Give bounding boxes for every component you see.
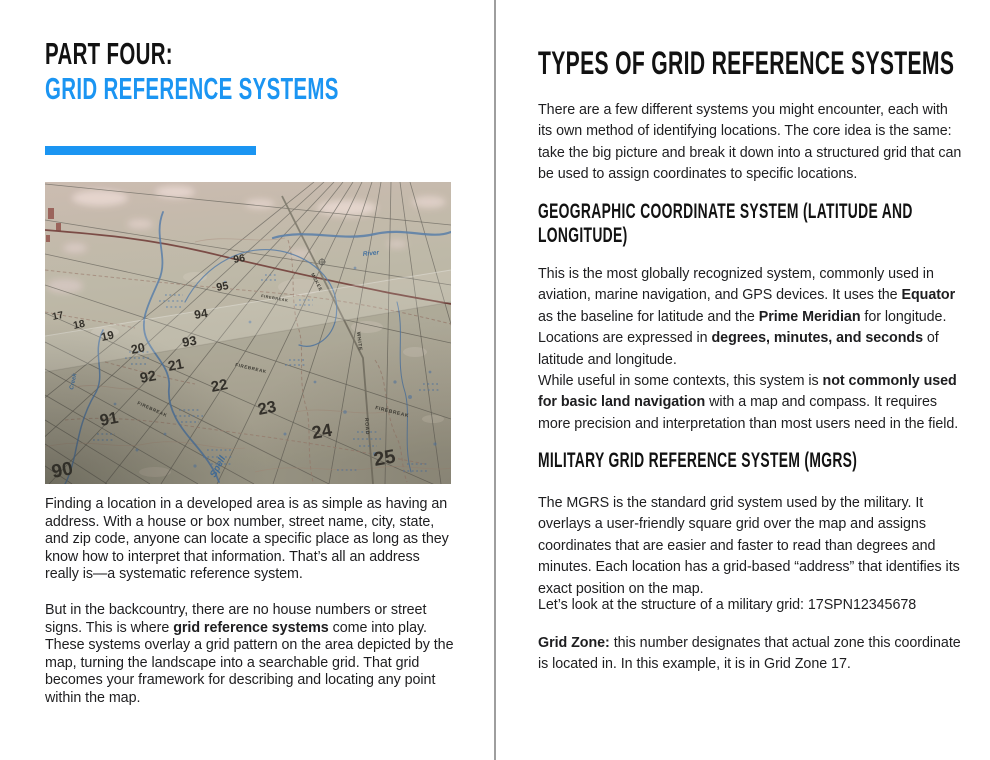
geo-paragraph-2: While useful in some contexts, this system is not commonly used for basic land navigation with a map and compass. It requires more precision and interpretation than most users need in the field. (538, 373, 959, 432)
subheading-mgrs: MILITARY GRID REFERENCE SYSTEM (MGRS) (538, 449, 858, 472)
left-page-title (45, 36, 490, 106)
mgrs-paragraph-2: Let’s look at the structure of a military grid: 17SPN12345678 (538, 597, 917, 613)
grid-zone-paragraph: Grid Zone: this number designates that actual zone this coordinate is located in. In this example, it is in Grid Zone 17. (538, 635, 961, 673)
right-page-heading (538, 46, 990, 80)
subheading-geographic: GEOGRAPHIC COORDINATE SYSTEM (LATITUDE AND LONGITUDE) (538, 200, 913, 247)
accent-rule (45, 146, 256, 155)
mgrs-paragraph-1: The MGRS is the standard grid system used by the military. It overlays a user-friendly square grid over the map and assigns coordinates that are easier and faster to read than degrees and minutes. Each location has a grid-based “address” that identifies its exact position on the map. (538, 495, 960, 597)
part-title-line2: GRID REFERENCE SYSTEMS (45, 71, 339, 106)
page-divider (494, 0, 496, 760)
left-paragraph-1: Finding a location in a developed area is as simple as having an address. With a house or box number, street name, city, state, and zip code, anyone can locate a specific place as long as they know how to interpret that information. That’s all an address really is—a systematic reference system. (45, 496, 449, 583)
shadow-bottom-right (45, 182, 451, 484)
left-paragraph-2: But in the backcountry, there are no house numbers or street signs. This is where grid reference systems come into play. These systems overlay a grid pattern on the area depicted by the map, turning the landscape into a searchable grid. That grid becomes your framework for describing and locating any point within the map. (45, 602, 454, 706)
geo-paragraph-1: This is the most globally recognized system, commonly used in aviation, marine navigation, and GPS devices. It uses the Equator as the baseline for latitude and the Prime Meridian for longitude. Locations are expressed in degrees, minutes, and seconds of latitude and longitude. (538, 266, 956, 368)
types-heading: TYPES OF GRID REFERENCE SYSTEMS (538, 45, 955, 81)
topo-map-photo (45, 182, 451, 484)
part-title-line1: PART FOUR: (45, 36, 173, 71)
right-intro-paragraph: There are a few different systems you might encounter, each with its own method of identifying locations. The core idea is the same: take the big picture and break it down into a structured grid that can be used to assign coordinates to specific locations. (538, 102, 962, 183)
